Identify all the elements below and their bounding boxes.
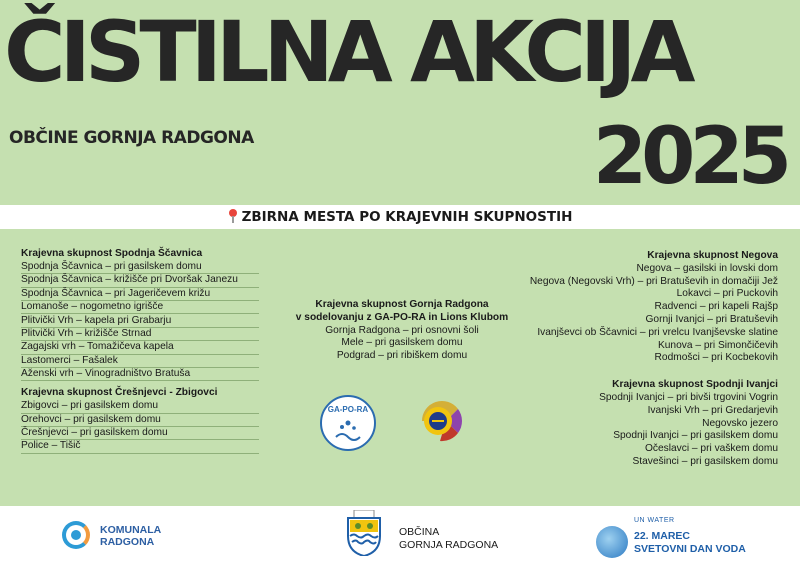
page-title: ČISTILNA AKCIJA <box>4 3 690 101</box>
location-item: Gornja Radgona – pri osnovni šoli <box>325 324 479 336</box>
location-item: Podgrad – pri ribiškem domu <box>336 350 468 362</box>
location-item: Police – Tišič <box>21 440 259 453</box>
community-group <box>530 379 778 469</box>
header-panel <box>0 0 800 205</box>
water-day-name: SVETOVNI DAN VODA <box>634 543 746 555</box>
community-heading: Krajevna skupnost Spodnji Ivanjci <box>612 379 778 391</box>
location-item: Spodnja Ščavnica – križišče pri Dvoršak Janezu <box>21 274 259 287</box>
location-item: Ivanjski Vrh – pri Gredarjevih <box>647 404 778 416</box>
location-item: Negovsko jezero <box>702 417 778 429</box>
community-group <box>530 250 778 365</box>
left-column <box>21 248 259 454</box>
water-day-date: 22. MAREC <box>634 530 691 542</box>
location-item: Črešnjevci – pri gasilskem domu <box>21 427 259 440</box>
location-item: Lokavci – pri Puckovih <box>676 288 778 300</box>
location-item: Očeslavci – pri vaškem domu <box>644 443 778 455</box>
location-item: Stavešinci – pri gasilskem domu <box>632 455 778 467</box>
community-group <box>21 387 259 453</box>
location-item: Spodnja Ščavnica – pri gasilskem domu <box>21 261 259 274</box>
footer <box>0 506 800 566</box>
location-item: Spodnji Ivanjci – pri bivši trgovini Vogrin <box>599 391 778 403</box>
location-item: Zbigovci – pri gasilskem domu <box>21 400 259 413</box>
location-item: Gornji Ivanjci – pri Bratuševih <box>645 313 778 325</box>
globe-icon <box>596 526 628 558</box>
location-item: Zagajski vrh – Tomažičeva kapela <box>21 341 259 354</box>
location-item: Negova – gasilski in lovski dom <box>636 262 778 274</box>
middle-column <box>270 299 534 363</box>
banner-text: ZBIRNA MESTA PO KRAJEVNIH SKUPNOSTIH <box>241 209 573 225</box>
obcina-label: OBČINA <box>399 526 440 538</box>
locations-panel <box>0 229 800 506</box>
location-item: Orehovci – pri gasilskem domu <box>21 414 259 427</box>
obcina-name: GORNJA RADGONA <box>399 538 499 551</box>
community-group <box>21 248 259 381</box>
location-item: Spodnja Ščavnica – pri Jageričevem križu <box>21 288 259 301</box>
location-item: Lomanoše – nogometno igrišče <box>21 301 259 314</box>
partner-logos <box>320 391 490 461</box>
community-heading-cooperation: v sodelovanju z GA-PO-RA in Lions Klubom <box>295 311 509 323</box>
lions-club-logo <box>412 391 472 451</box>
location-item: Kunova – pri Simončičevih <box>657 339 778 351</box>
community-heading: Krajevna skupnost Negova <box>647 250 778 261</box>
community-heading: Krajevna skupnost Gornja Radgona <box>315 299 489 310</box>
location-item: Rodmošci – pri Kocbekovih <box>654 352 778 364</box>
right-column <box>530 250 778 469</box>
location-item: Plitvički Vrh – kapela pri Grabarju <box>21 314 259 327</box>
gapora-logo: GA-PO-RA <box>320 395 376 451</box>
coat-of-arms-icon <box>344 510 384 556</box>
page-subtitle: OBČINE GORNJA RADGONA <box>9 128 254 148</box>
location-item: Spodnji Ivanjci – pri gasilskem domu <box>613 430 778 442</box>
location-item: Plitvički Vrh – križišče Strnad <box>21 328 259 341</box>
location-item: Ivanjševci ob Ščavnici – pri vrelcu Ivanjševske slatine <box>537 326 778 338</box>
community-heading: Krajevna skupnost Črešnjevci - Zbigovci <box>21 387 218 399</box>
collection-points-banner <box>0 205 800 229</box>
komunala-city: RADGONA <box>100 536 155 548</box>
community-heading: Krajevna skupnost Spodnja Ščavnica <box>21 248 203 259</box>
location-item: Mele – pri gasilskem domu <box>341 337 463 349</box>
pin-icon <box>228 209 238 223</box>
location-item: Negova (Negovski Vrh) – pri Bratuševih in domačiji Jež <box>529 275 778 287</box>
location-item: Aženski vrh – Vinogradništvo Bratuša <box>21 368 259 381</box>
unwater-label: UN WATER <box>634 517 675 524</box>
location-item: Lastomerci – Fašalek <box>21 355 259 368</box>
komunala-name: KOMUNALA <box>100 524 162 536</box>
year-label: 2025 <box>592 112 786 202</box>
location-item: Radvenci – pri kapeli Rajšp <box>654 301 778 313</box>
